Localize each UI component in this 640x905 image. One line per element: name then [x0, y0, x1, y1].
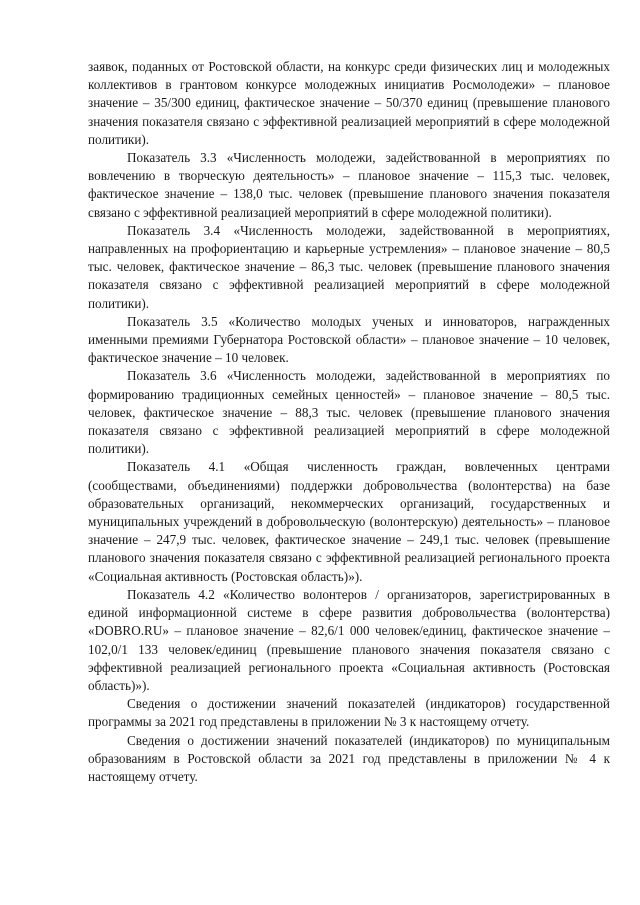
paragraph-appendix-3: Сведения о достижении значений показателей (индикаторов) государственной программы за 2021 год представлены в приложении № 3 к настоящему отчету. — [88, 696, 610, 730]
paragraph-indicator-3-6: Показатель 3.6 «Численность молодежи, задействованной в мероприятиях по формированию традиционных семейных ценностей» – плановое значение – 80,5 тыс. человек, фактическое значение – 88,3 тыс. человек (превышение планового значения показателя связано с эффективной реализацией мероприятий в сфере молодежной политики). — [88, 368, 610, 457]
paragraph-indicator-3-5: Показатель 3.5 «Количество молодых ученых и инноваторов, награжденных именными премиями Губернатора Ростовской области» – плановое значение – 10 человек, фактическое значение – 10 человек. — [88, 313, 610, 366]
paragraph-indicator-3-4: Показатель 3.4 «Численность молодежи, задействованной в мероприятиях, направленных на профориентацию и карьерные устремления» – плановое значение – 80,5 тыс. человек, фактическое значение – 86,3 тыс. человек (превышение планового значения показателя связано с эффективной реализацией мероприятий в сфере молодежной политики). — [88, 222, 610, 311]
paragraph-indicator-4-1: Показатель 4.1 «Общая численность граждан, вовлеченных центрами (сообществами, объединениями) поддержки добровольчества (волонтерства) на базе образовательных организаций, некоммерческих организаций, государственных и муниципальных учреждений в добровольческую (волонтерскую) деятельность» – плановое значение – 247,9 тыс. человек, фактическое значение – 249,1 тыс. человек (превышение планового значения показателя связано с эффективной реализацией регионального проекта «Социальная активность (Ростовская область)»). — [88, 459, 610, 584]
paragraph-continuation: заявок, поданных от Ростовской области, на конкурс среди физических лиц и молодежных коллективов в грантовом конкурсе молодежных инициатив Росмолодежи» – плановое значение – 35/300 единиц, фактическое значение – 50/370 единиц (превышение планового значения показателя связано с эффективной реализацией мероприятий в сфере молодежной политики). — [88, 59, 610, 147]
paragraph-indicator-4-2: Показатель 4.2 «Количество волонтеров / организаторов, зарегистрированных в единой информационной системе в сфере развития добровольчества (волонтерства) «DOBRO.RU» – плановое значение – 82,6/1 000 человек/единиц, фактическое значение – 102,0/1 133 человек/единиц (превышение планового значения показателя связано с эффективной реализацией регионального проекта «Социальная активность (Ростовская область)»). — [88, 586, 610, 693]
paragraph-appendix-4: Сведения о достижении значений показателей (индикаторов) по муниципальным образованиям в Ростовской области за 2021 год представлены в приложении № 4 к настоящему отчету. — [88, 732, 610, 784]
body-text — [88, 58, 610, 786]
paragraph-indicator-3-3: Показатель 3.3 «Численность молодежи, задействованной в мероприятиях по вовлечению в творческую деятельность» – плановое значение – 115,3 тыс. человек, фактическое значение – 138,0 тыс. человек (превышение планового значения показателя связано с эффективной реализацией мероприятий в сфере молодежной политики). — [88, 150, 610, 220]
